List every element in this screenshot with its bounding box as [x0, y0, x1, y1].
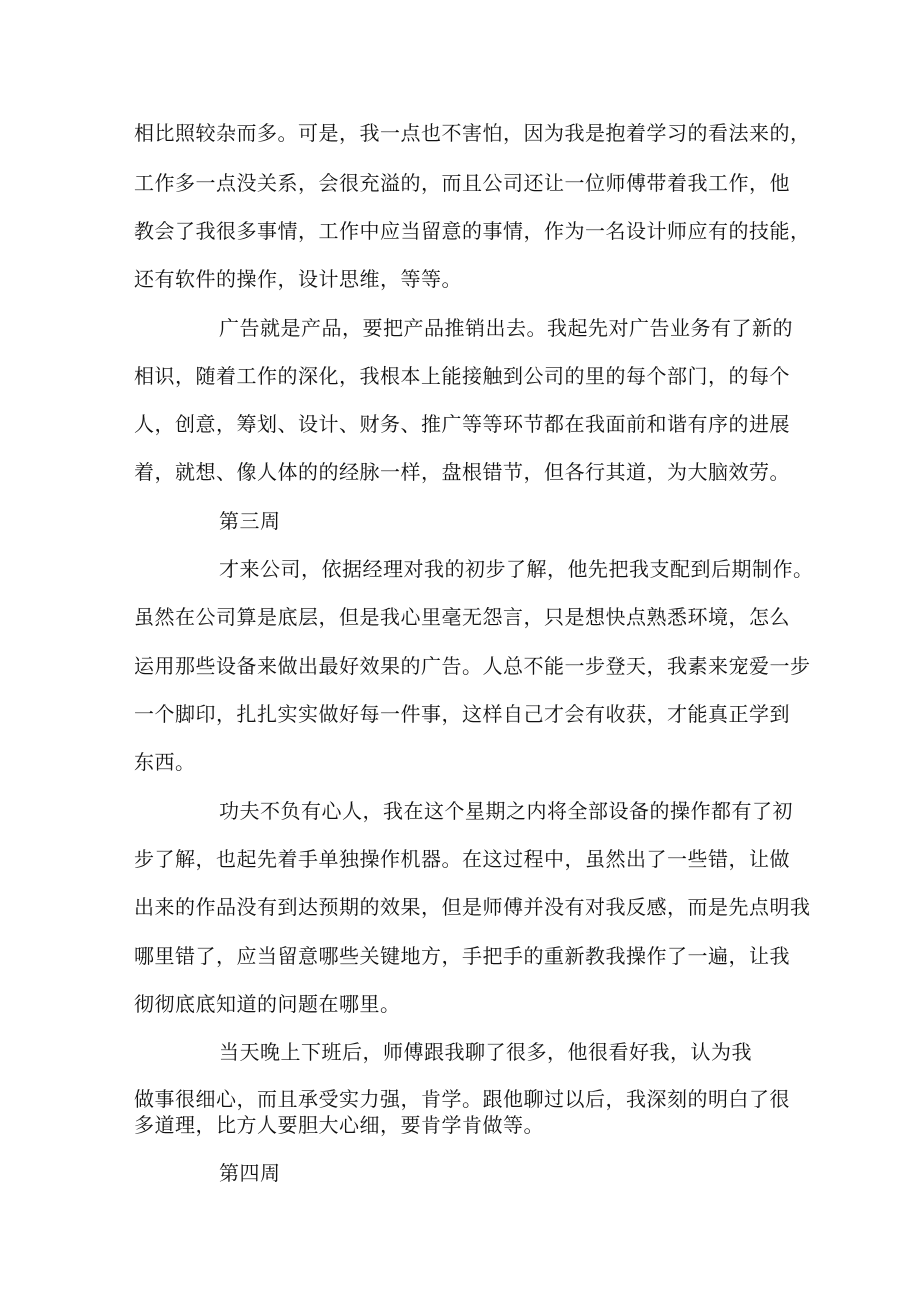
text-line-18: 哪里错了，应当留意哪些关键地方，手把手的重新教我操作了一遍，让我	[134, 944, 790, 968]
text-line-13: 一个脚印，扎扎实实做好每一件事，这样自己才会有收获，才能真正学到	[134, 702, 790, 726]
section-heading-week-4: 第四周	[219, 1161, 281, 1185]
text-line-10: 才来公司，依据经理对我的初步了解，他先把我支配到后期制作。	[219, 557, 814, 581]
text-line-22: 多道理，比方人要胆大心细，要肯学肯做等。	[134, 1113, 544, 1137]
text-line-14: 东西。	[134, 750, 196, 774]
text-line-8: 着，就想、像人体的的经脉一样，盘根错节，但各行其道，为大脑效劳。	[134, 460, 790, 484]
text-line-11: 虽然在公司算是底层，但是我心里毫无怨言，只是想快点熟悉环境，怎么	[134, 605, 790, 629]
text-line-1: 相比照较杂而多。可是，我一点也不害怕，因为我是抱着学习的看法来的，	[134, 121, 811, 145]
text-line-12: 运用那些设备来做出最好效果的广告。人总不能一步登天，我素来宠爱一步	[134, 654, 811, 678]
text-line-3: 教会了我很多事情，工作中应当留意的事情，作为一名设计师应有的技能，	[134, 219, 811, 243]
text-line-2: 工作多一点没关系，会很充溢的，而且公司还让一位师傅带着我工作，他	[134, 171, 790, 195]
text-line-17: 出来的作品没有到达预期的效果，但是师傅并没有对我反感，而是先点明我	[134, 895, 811, 919]
section-heading-week-3: 第三周	[219, 509, 281, 533]
text-line-5: 广告就是产品，要把产品推销出去。我起先对广告业务有了新的	[219, 316, 793, 340]
text-line-21: 做事很细心，而且承受实力强，肯学。跟他聊过以后，我深刻的明白了很	[134, 1087, 790, 1111]
text-line-19: 彻彻底底知道的问题在哪里。	[134, 992, 401, 1016]
text-line-20: 当天晚上下班后，师傅跟我聊了很多，他很看好我，认为我	[219, 1040, 752, 1064]
text-line-6: 相识，随着工作的深化，我根本上能接触到公司的里的每个部门，的每个	[134, 364, 790, 388]
text-line-16: 步了解，也起先着手单独操作机器。在这过程中，虽然出了一些错，让做	[134, 847, 790, 871]
text-line-4: 还有软件的操作，设计思维，等等。	[134, 267, 462, 291]
text-line-7: 人，创意，筹划、设计、财务、推广等等环节都在我面前和谐有序的进展	[134, 412, 790, 436]
text-line-15: 功夫不负有心人，我在这个星期之内将全部设备的操作都有了初	[219, 799, 793, 823]
